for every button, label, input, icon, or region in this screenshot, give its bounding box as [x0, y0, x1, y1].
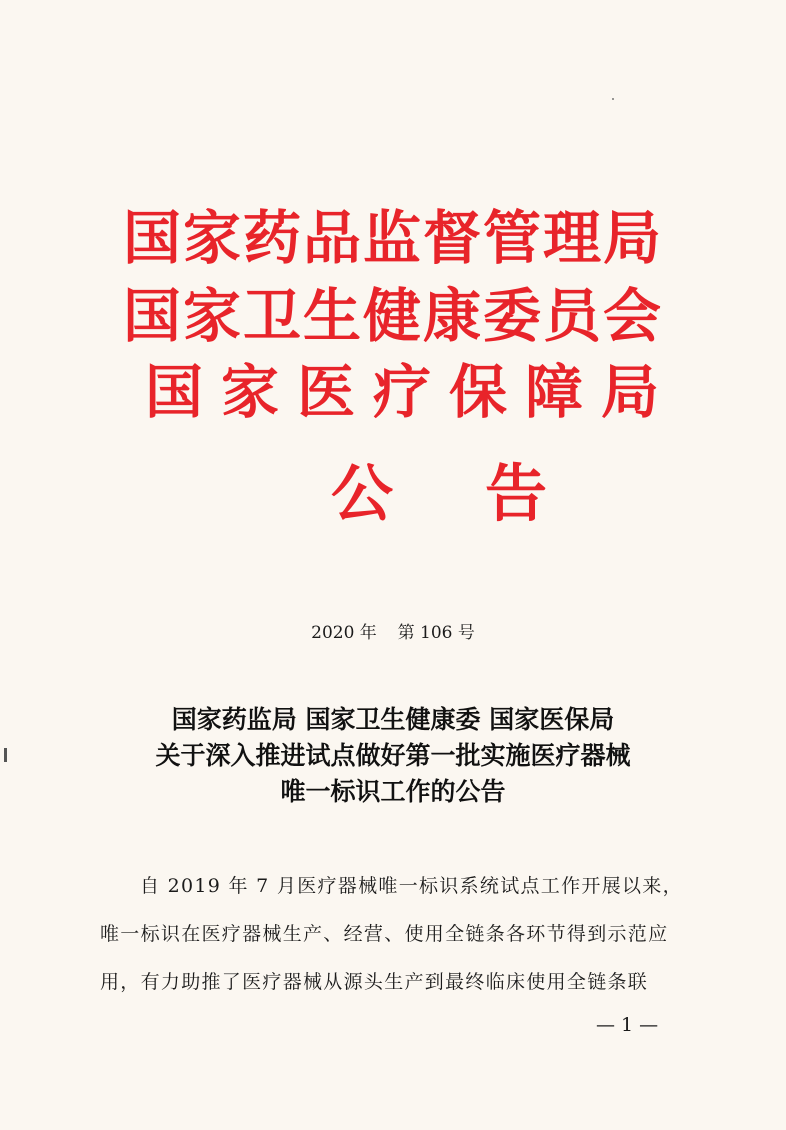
document-title — [0, 702, 786, 810]
document-year: 2020 年 — [311, 623, 377, 643]
scan-speck — [612, 98, 614, 100]
body-paragraph — [100, 862, 696, 1006]
body-line-1: 自 2019 年 7 月医疗器械唯一标识系统试点工作开展以来， — [140, 875, 683, 897]
title-line-3: 唯一标识工作的公告 — [280, 777, 506, 806]
document-kind: 公告 — [330, 457, 639, 530]
document-number — [0, 622, 786, 644]
issuing-agency-3: 国家医疗保障局 — [144, 358, 677, 426]
page-number: — 1 — — [596, 1014, 659, 1036]
issuing-agency-1: 国家药品监督管理局 — [122, 204, 663, 272]
body-line-3: 用，有力助推了医疗器械从源头生产到最终临床使用全链条联 — [100, 971, 649, 993]
document-serial: 第 106 号 — [397, 623, 475, 643]
issuing-agency-2: 国家卫生健康委员会 — [122, 282, 663, 350]
title-line-1: 国家药监局 国家卫生健康委 国家医保局 — [171, 705, 615, 734]
body-line-2: 唯一标识在医疗器械生产、经营、使用全链条各环节得到示范应 — [100, 923, 669, 945]
title-line-2: 关于深入推进试点做好第一批实施医疗器械 — [155, 741, 631, 770]
